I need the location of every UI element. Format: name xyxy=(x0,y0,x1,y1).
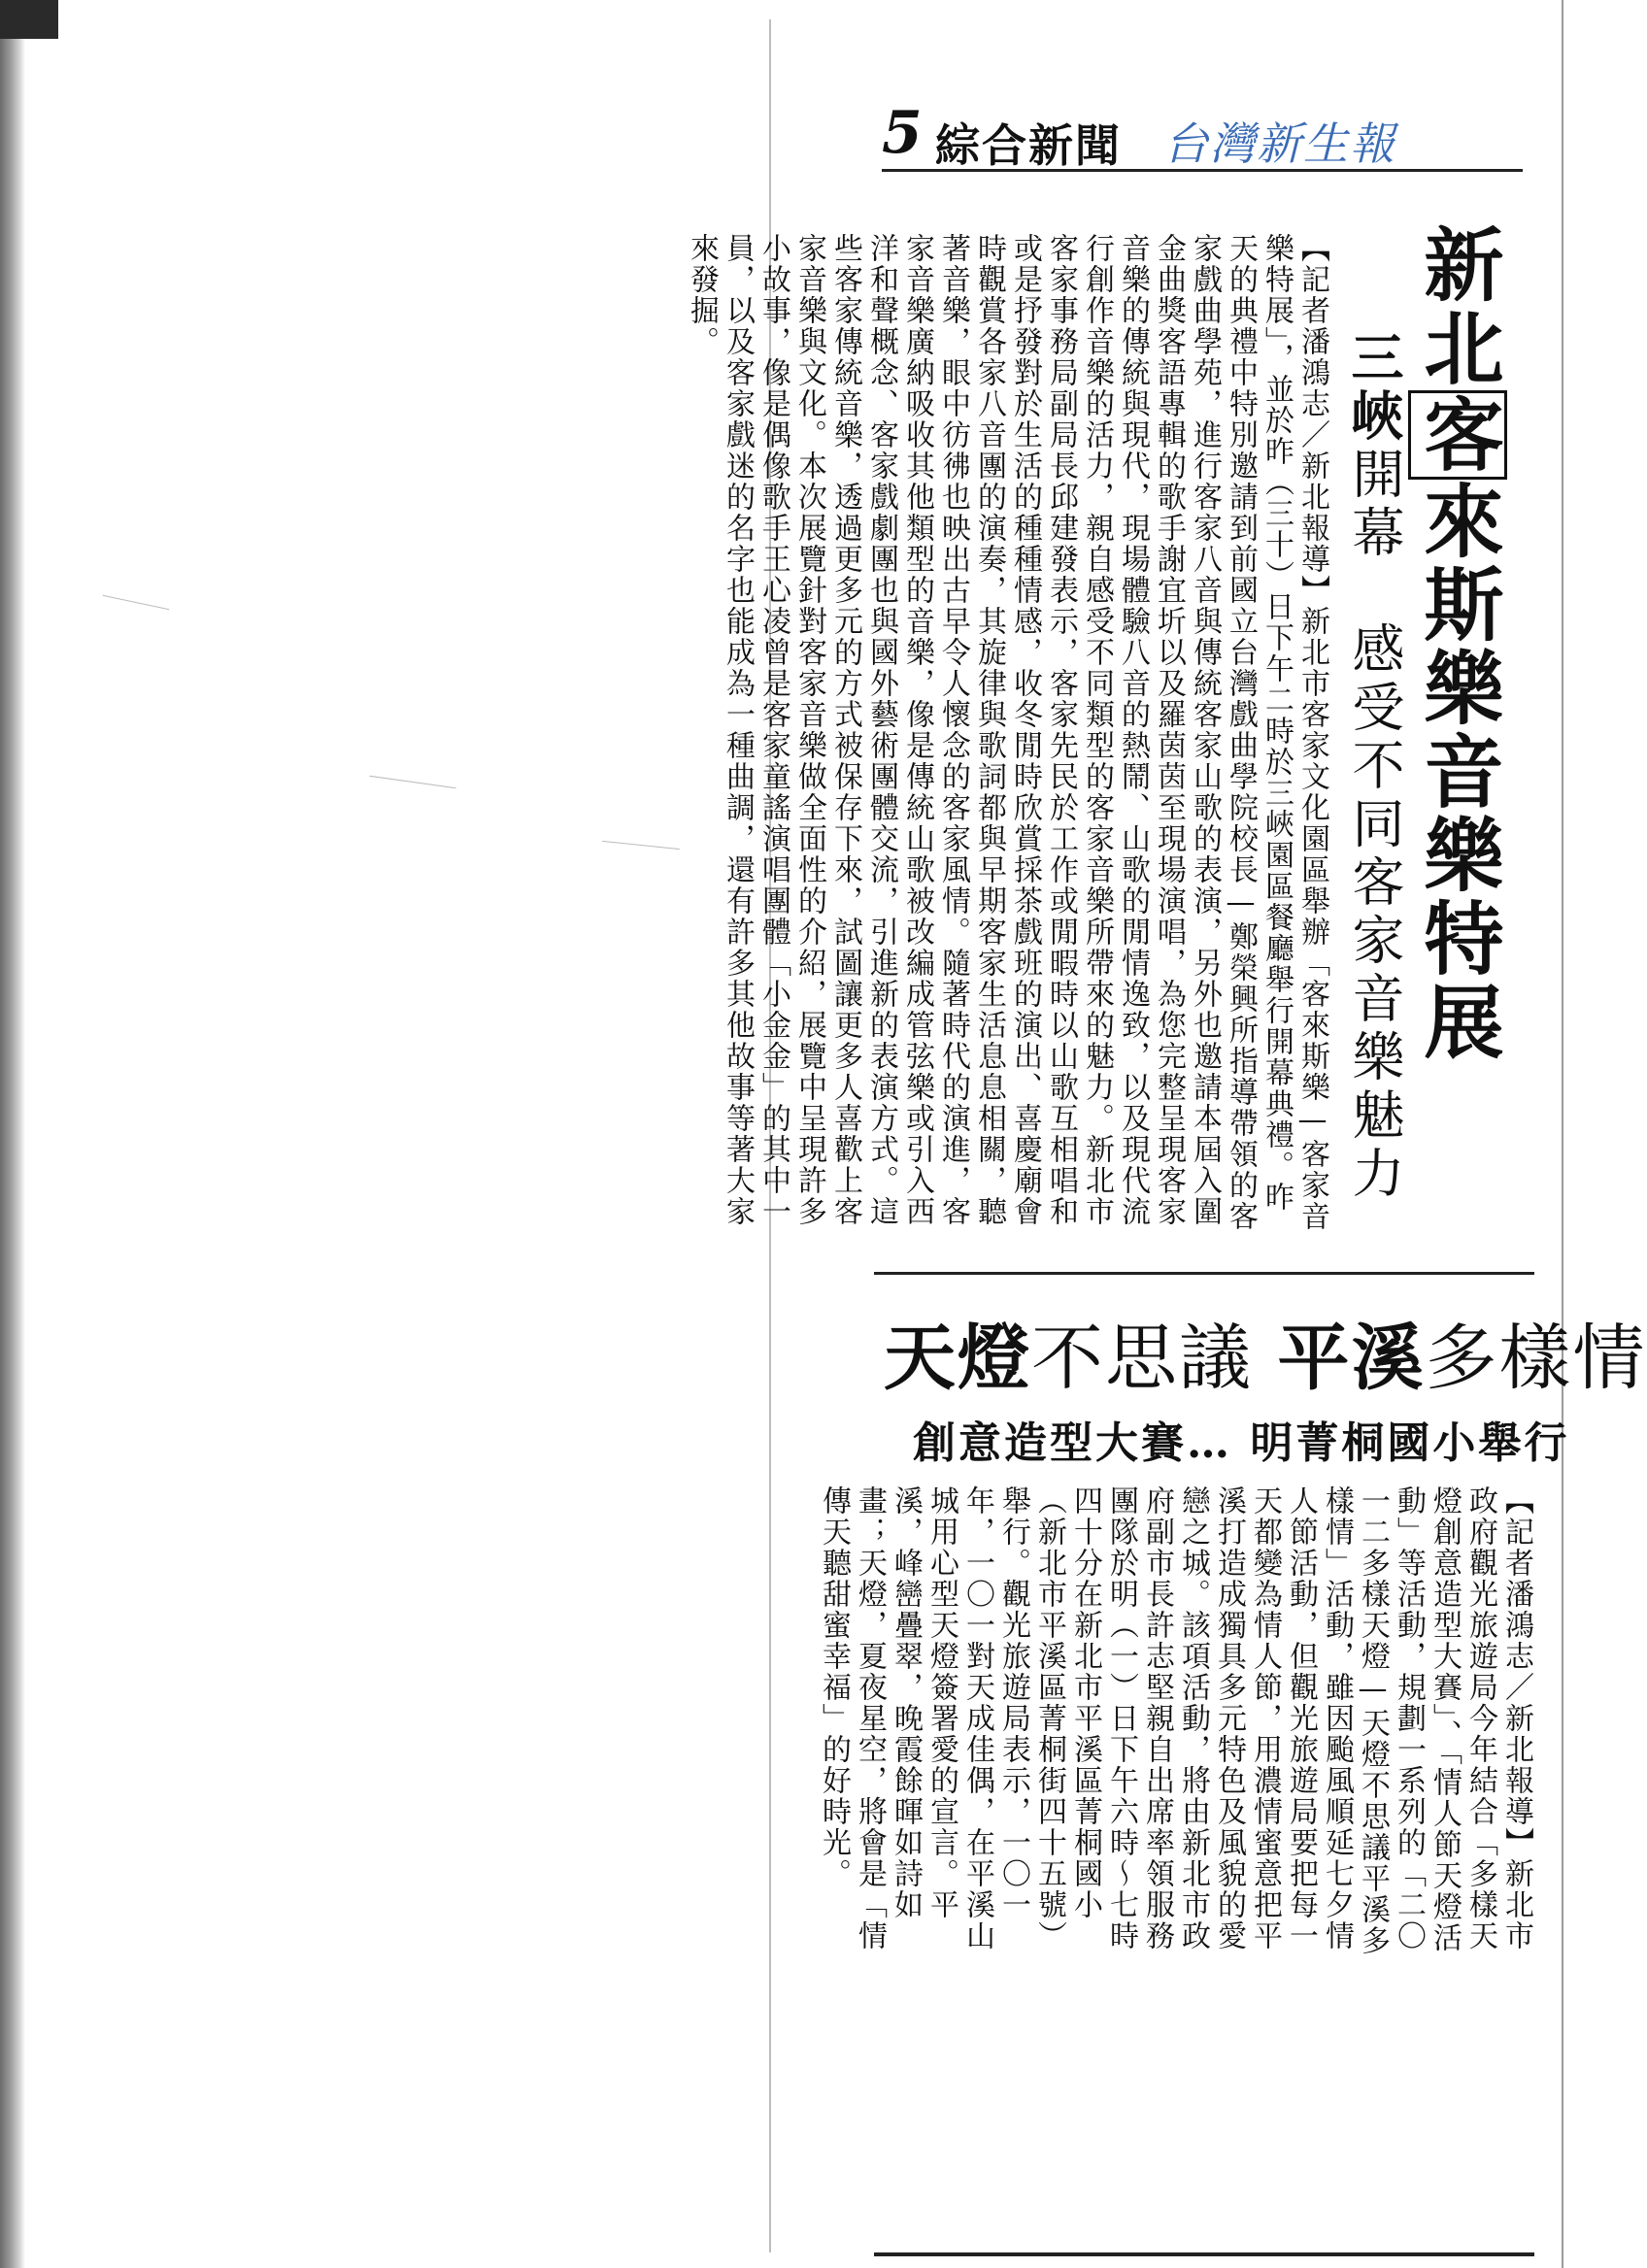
headline-part-light: 不思議 xyxy=(1031,1317,1278,1400)
headline-boxed-char: 客 xyxy=(1408,390,1507,480)
section-title: 綜合新聞 xyxy=(935,119,1122,172)
headline-part-bold: 天燈 xyxy=(884,1317,1031,1400)
article2-subhead: 創意造型大賽… 明菁桐國小舉行 xyxy=(913,1418,1570,1468)
headline-part-bold: 平溪 xyxy=(1277,1317,1426,1400)
article2-headline xyxy=(884,1301,1647,1404)
article1-subhead xyxy=(1345,330,1403,1204)
scan-dark-corner xyxy=(0,0,58,39)
newspaper-clipping xyxy=(685,68,1647,2239)
article2-body: 【記者潘鴻志／新北報導】新北市政府觀光旅遊局今年結合「多樣天燈創意造型大賽」、「情人節天燈活動」等活動，規劃一系列的「二〇一二多樣天燈—天燈不思議平溪多樣情」活動，雖因颱風順延七夕情人節活動，但觀光旅遊局要把每一天都變為情人節，用濃情蜜意把平溪打造成獨具多元特色及風貌的愛戀之城。該項活動，將由新北市政府副市長許志堅親自出席率領服務團隊於明（一）日下午六時～七時四十分在新北市平溪區菁桐國小（新北市平溪區菁桐街四十五號）舉行。觀光旅遊局表示，一〇一年，一〇一對天成佳偶，在平溪山城用心型天燈簽署愛的宣言。平溪，峰巒疊翠，晚霞餘暉如詩如畫；天燈，夏夜星空，將會是「情傳天聽甜蜜幸福」的好時光。 xyxy=(817,1485,1533,1956)
scan-speck xyxy=(103,595,170,611)
section-number: 5 xyxy=(882,99,923,167)
scan-speck xyxy=(369,776,455,789)
article1-headline xyxy=(1413,223,1502,1064)
scan-speck xyxy=(602,841,680,850)
handwritten-note: 台灣新生報 xyxy=(1163,117,1396,170)
headline-part: 新北 xyxy=(1411,223,1504,390)
bottom-rule xyxy=(874,2252,1534,2256)
article1-body: 【記者潘鴻志／新北報導】新北市客家文化園區舉辦「客來斯樂—客家音樂特展」，並於昨（三十）日下午二時於三峽園區餐廳舉行開幕典禮。昨天的典禮中特別邀請到前國立台灣戲曲學院校長—鄭榮興所指導帶領的客家戲曲學苑，進行客家八音與傳統客家山歌的表演，另外也邀請本屆入圍金曲獎客語專輯的歌手謝宜圻以及羅茵茵至現場演唱，為您完整呈現客家音樂的傳統與現代，現場體驗八音的熱鬧、山歌的閒情逸致，以及現代流行創作音樂的活力，親自感受不同類型的客家音樂所帶來的魅力。新北市客家事務局副局長邱建發表示，客家先民於工作或閒暇時以山歌互相唱和或是抒發對於生活的種種情感，收冬閒時欣賞採茶戲班的演出、喜慶廟會時觀賞各家八音團的演奏，其旋律與歌詞都與早期客家生活息息相關，聽著音樂，眼中彷彿也映出古早令人懷念的客家風情。隨著時代的演進，客家音樂廣納吸收其他類型的音樂，像是傳統山歌被改編成管弦樂或引入西洋和聲概念、客家戲劇團也與國外藝術團體交流，引進新的表演方式。這些客家傳統音樂，透過更多元的方式被保存下來，試圖讓更多人喜歡上客家音樂與文化。本次展覽針對客家音樂做全面性的介紹，展覽中呈現許多小故事，像是偶像歌手王心凌曾是客家童謠演唱團體「小金金」的其中一員，以及客家戲迷的名字也能成為一種曲調，還有許多其他故事等著大家來發掘。 xyxy=(685,233,1329,1232)
headline-part-light: 多樣情 xyxy=(1425,1317,1647,1400)
subhead-text: 開幕 感受不同客家音樂魅力 xyxy=(1344,447,1405,1204)
article-divider xyxy=(874,1272,1534,1275)
headline-part: 來斯樂音樂特展 xyxy=(1411,480,1504,1064)
subhead-place: 三峽 xyxy=(1343,330,1405,447)
section-header xyxy=(882,97,1523,172)
page-edge-line xyxy=(1562,0,1563,2268)
scan-shadow-edge xyxy=(0,0,25,2268)
